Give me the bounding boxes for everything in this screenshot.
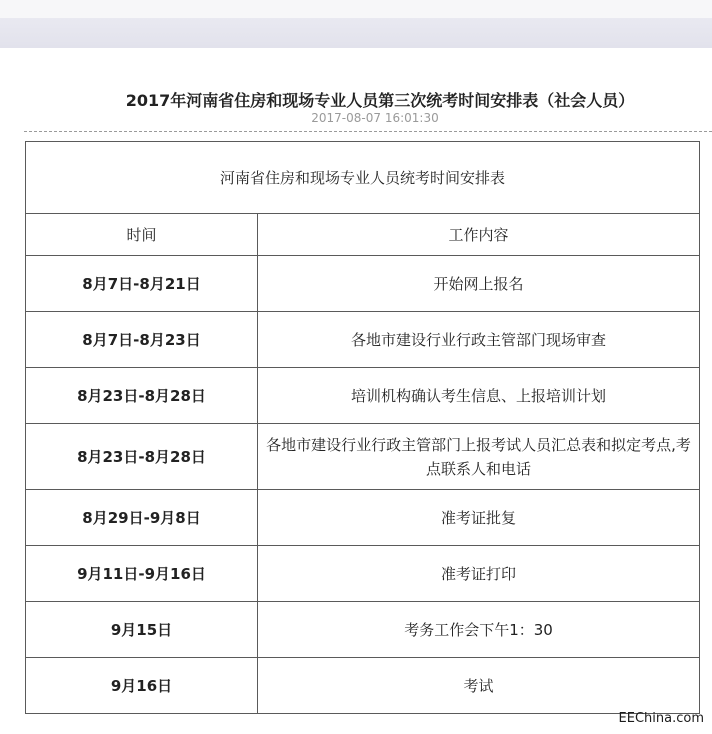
time-cell: 8月23日-8月28日 xyxy=(26,424,258,490)
divider xyxy=(24,131,712,132)
table-row xyxy=(26,312,700,368)
table-row xyxy=(26,490,700,546)
time-cell: 9月11日-9月16日 xyxy=(26,546,258,602)
content-cell: 培训机构确认考生信息、上报培训计划 xyxy=(258,368,700,424)
content-cell: 各地市建设行业行政主管部门上报考试人员汇总表和拟定考点,考点联系人和电话 xyxy=(258,424,700,490)
header-band xyxy=(0,18,712,48)
table-caption: 河南省住房和现场专业人员统考时间安排表 xyxy=(26,142,700,214)
time-cell: 8月7日-8月23日 xyxy=(26,312,258,368)
schedule-table-container xyxy=(25,141,699,714)
table-row xyxy=(26,602,700,658)
schedule-table xyxy=(25,141,700,714)
content-cell: 各地市建设行业行政主管部门现场审查 xyxy=(258,312,700,368)
table-row xyxy=(26,368,700,424)
content-cell: 考务工作会下午1：30 xyxy=(258,602,700,658)
article-title: 2017年河南省住房和现场专业人员第三次统考时间安排表（社会人员） xyxy=(125,91,635,110)
table-caption-row xyxy=(26,142,700,214)
top-strip xyxy=(0,0,712,19)
article-date: 2017-08-07 16:01:30 xyxy=(311,111,439,125)
time-cell: 9月15日 xyxy=(26,602,258,658)
content-cell: 准考证批复 xyxy=(258,490,700,546)
table-header-row xyxy=(26,214,700,256)
table-row xyxy=(26,424,700,490)
time-cell: 8月7日-8月21日 xyxy=(26,256,258,312)
time-cell: 8月23日-8月28日 xyxy=(26,368,258,424)
time-cell: 8月29日-9月8日 xyxy=(26,490,258,546)
table-row xyxy=(26,658,700,714)
table-row xyxy=(26,546,700,602)
header-time: 时间 xyxy=(26,214,258,256)
content-cell: 考试 xyxy=(258,658,700,714)
content-cell: 开始网上报名 xyxy=(258,256,700,312)
content-cell: 准考证打印 xyxy=(258,546,700,602)
header-content: 工作内容 xyxy=(258,214,700,256)
table-row xyxy=(26,256,700,312)
time-cell: 9月16日 xyxy=(26,658,258,714)
watermark: EEChina.com xyxy=(618,711,704,726)
